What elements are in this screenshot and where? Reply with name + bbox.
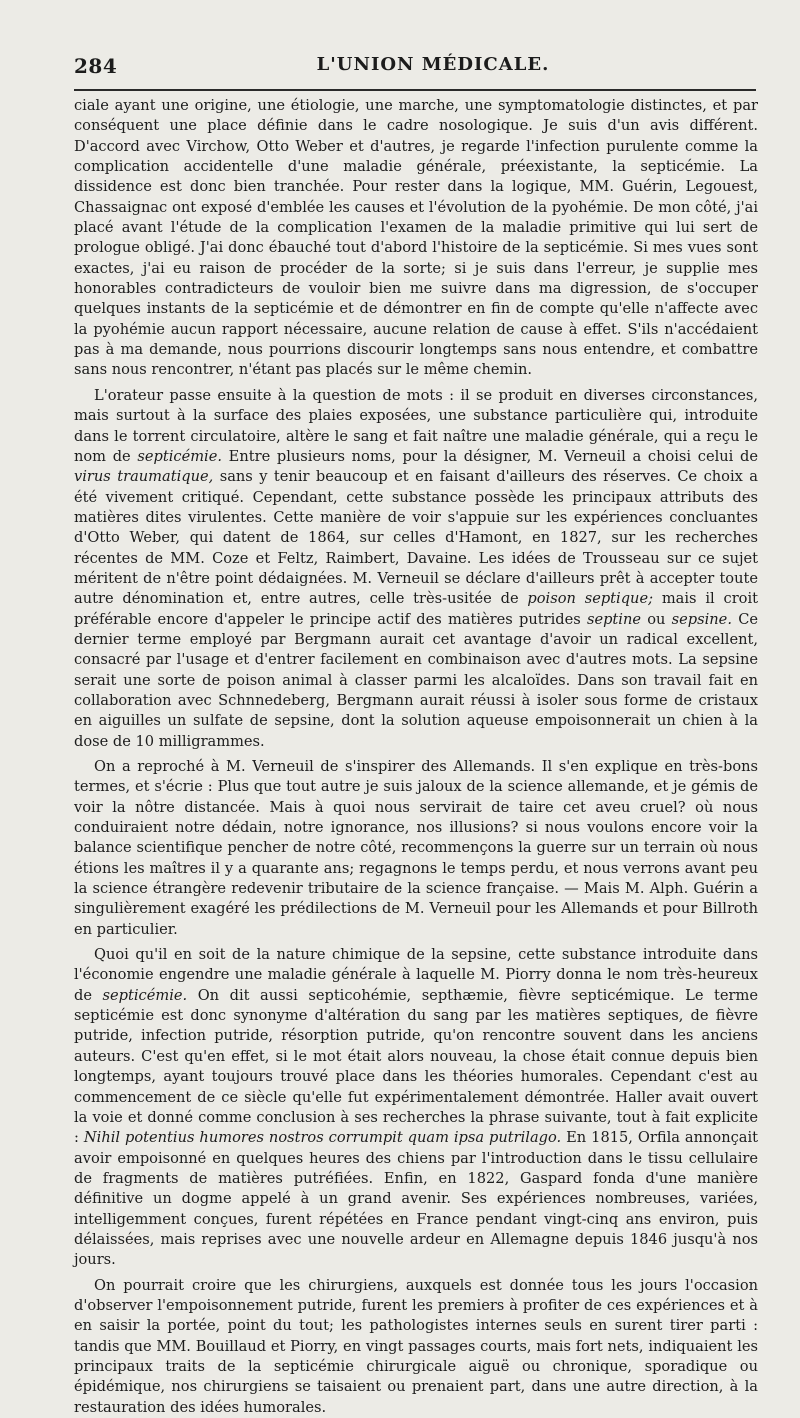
text-run: En 1815, Orfila annonçait avoir empoisonné en quelques heures des chiens par l'introduction dans le tissu cellulaire de fragments de matières putréfiées. Enfin, en 1822, Gaspard fonda d'une manière définitive un dogme appelé à un grand avenir. Ses expériences nombreuses, variées, intelligemment conçues, furent répétées en France pendant vingt-cinq ans environ, puis délaissées, mais reprises avec une nouvelle ardeur en Allemagne depuis 1846 jusqu'à nos jours. [74, 1129, 758, 1269]
paragraph [74, 1276, 758, 1418]
text-run: L'orateur passe ensuite à la question de mots : il se produit en diverses circonstances, mais surtout à la surface des plaies exposées, une substance particulière qui, introduite dans le torrent circulatoire, altère le sang et fait naître une maladie générale, qui a reçu le nom de [74, 386, 758, 465]
text-run: Quoi qu'il en soit de la nature chimique de la sepsine, cette substance introduite dans l'économie engendre une maladie générale à laquelle M. Piorry donna le nom très-heureux de [74, 946, 758, 1004]
paragraph [74, 945, 758, 1271]
paragraph [74, 757, 758, 940]
text-run: Entre plusieurs noms, pour la désigner, M. Verneuil a choisi celui de [221, 447, 758, 465]
page-number: 284 [74, 54, 118, 78]
paragraph [74, 386, 758, 752]
text-run: sans y tenir beaucoup et en faisant d'ailleurs des réserves. Ce choix a été vivement critiqué. Cependant, cette substance possède les principaux attributs des matières dites virulentes. Cette manière de voir s'appuie sur les expériences concluantes d'Otto Weber, qui datent de 1864, sur celles d'Hamont, en 1827, sur les recherches récentes de MM. Coze et Feltz, Raimbert, Davaine. Les idées de Trousseau sur ce sujet méritent de n'être point dédaignées. M. Verneuil se déclare d'ailleurs prêt à accepter toute autre dénomination et, entre autres, celle très-usitée de [74, 468, 758, 608]
italic-text: septine [586, 610, 641, 628]
italic-text: Nihil potentius humores nostros corrumpit quam ipsa putrilago. [83, 1129, 562, 1147]
article-body [74, 96, 759, 1416]
italic-text: septicémie. [137, 447, 222, 465]
text-run: mais il croit préférable encore d'appeler le principe actif des matières putrides [74, 590, 758, 628]
text-run: On dit aussi septicohémie, septhæmie, fièvre septicémique. Le terme septicémie est donc synonyme d'altération du sang par les matières septiques, de fièvre putride, infection putride, résorption putride, qu'on rencontre souvent dans les anciens auteurs. C'est qu'en effet, si le mot était alors nouveau, la chose était connue depuis bien longtemps, ayant toujours trouvé place dans les théories humorales. Cependant c'est au commencement de ce siècle qu'elle fut expérimentalement démontrée. Haller avait ouvert la voie et donné comme conclusion à ses recherches la phrase suivante, tout à fait explicite : [74, 986, 758, 1147]
paragraph [74, 96, 758, 381]
italic-text: septicémie. [102, 986, 188, 1004]
italic-text: poison septique; [527, 590, 653, 608]
text-run: Ce dernier terme employé par Bergmann aurait cet avantage d'avoir un radical excellent, consacré par l'usage et d'entrer facilement en combinaison avec d'autres mots. La sepsine serait une sorte de poison animal à classer parmi les alcaloïdes. Dans son travail fait en collaboration avec Schnnedeberg, Bergmann aurait réussi à isoler sous forme de cristaux en aiguilles un sulfate de sepsine, dont la solution aqueuse empoisonnerait un chien à la dose de 10 milligrammes. [74, 610, 759, 750]
italic-text: sepsine. [671, 610, 732, 628]
page-header [74, 54, 756, 84]
text-run: On a reproché à M. Verneuil de s'inspirer des Allemands. Il s'en explique en très-bons termes, et s'écrie : Plus que tout autre je suis jaloux de la science allemande, et je gémis de voir la nôtre distancée. Mais à quoi nous servirait de taire cet aveu cruel? où nous conduiraient notre dédain, notre ignorance, nos illusions? si nous voulons encore voir la balance scientifique pencher de notre côté, recommençons la guerre sur un terrain où nous étions les maîtres il y a quarante ans; regagnons le temps perdu, et nous verrons avant peu la science étrangère redevenir tributaire de la science française. — Mais M. Alph. Guérin a singulièrement exagéré les prédilections de M. Verneuil pour les Allemands et pour Billroth en particulier. [74, 758, 758, 938]
text-run: On pourrait croire que les chirurgiens, auxquels est donnée tous les jours l'occasion d'observer l'empoisonnement putride, furent les premiers à profiter de ces expériences et à en saisir la portée, point du tout; les pathologistes internes seuls en surent tirer parti : tandis que MM. Bouillaud et Piorry, en vingt passages courts, mais fort nets, indiquaient les principaux traits de la septicémie chirurgicale aiguë ou chronique, sporadique ou épidémique, nos chirurgiens se taisaient ou prenaient part, dans une autre direction, à la restauration des idées humorales. [74, 1276, 758, 1416]
italic-text: virus traumatique, [74, 468, 214, 486]
text-run: ou [641, 610, 672, 628]
header-rule [74, 89, 756, 91]
running-title: L'UNION MÉDICALE. [316, 54, 550, 75]
text-run: ciale ayant une origine, une étiologie, une marche, une symptomatologie distinctes, et par conséquent une place définie dans le cadre nosologique. Je suis d'un avis différent. D'accord avec Virchow, Otto Weber et d'autres, je regarde l'infection purulente comme la complication accidentelle d'une maladie générale, préexistante, la septicémie. La dissidence est donc bien tranchée. Pour rester dans la logique, MM. Guérin, Legouest, Chassaignac ont exposé d'emblée les causes et l'évolution de la pyohémie. De mon côté, j'ai placé avant l'étude de la complication l'examen de la maladie primitive qui lui sert de prologue obligé. J'ai donc ébauché tout d'abord l'histoire de la septicémie. Si mes vues sont exactes, j'ai eu raison de procéder de la sorte; si je suis dans l'erreur, je supplie mes honorables contradicteurs de vouloir bien me suivre dans ma digression, de s'occuper quelques instants de la septicémie et de démontrer en fin de compte qu'elle n'affecte avec la pyohémie aucun rapport nécessaire, aucune relation de cause à effet. S'ils n'accédaient pas à ma demande, nous pourrions discourir longtemps sans nous entendre, et combattre sans nous rencontrer, n'étant pas placés sur le même chemin. [74, 97, 758, 379]
